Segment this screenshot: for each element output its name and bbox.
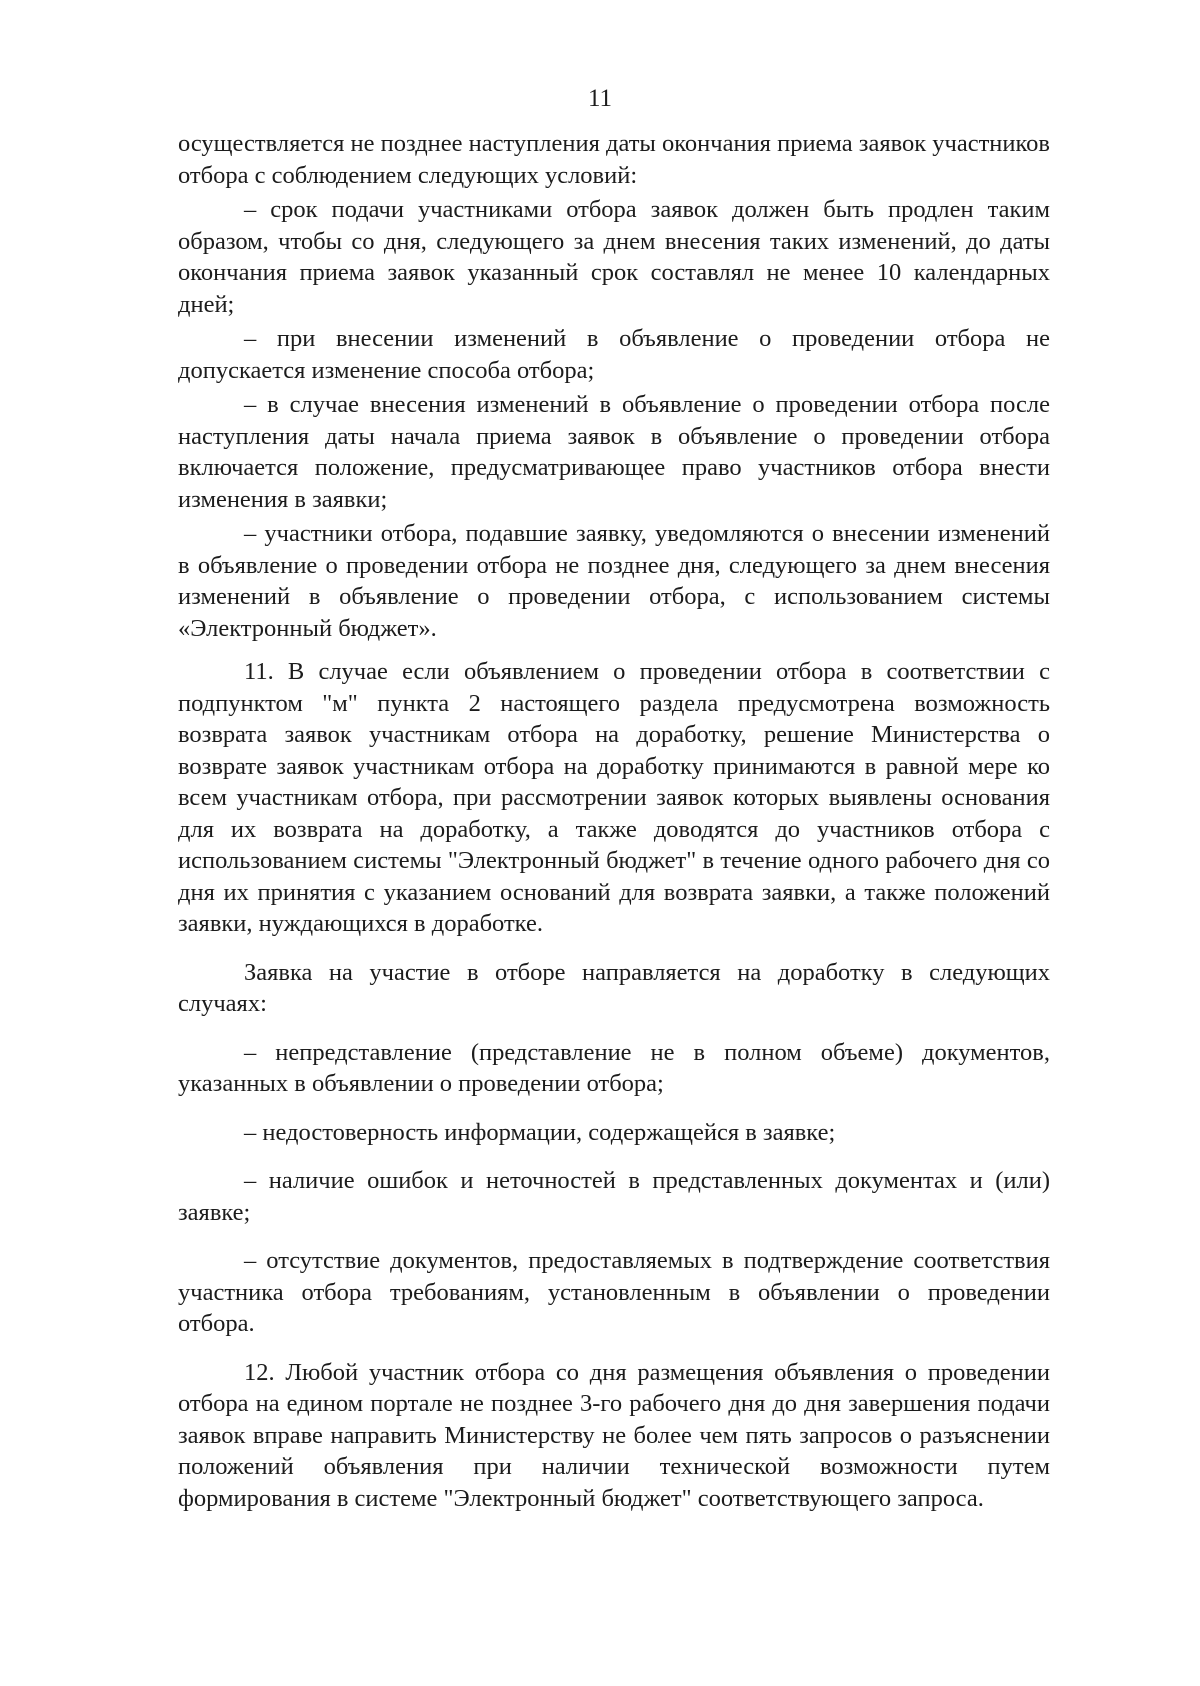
- list-item-absence-documents: – отсутствие документов, предоставляемых в подтверждение соответствия участника отбора требованиям, установленным в объявлении о проведении отбора.: [178, 1247, 1050, 1337]
- page-number: 11: [587, 85, 613, 112]
- list-item-method-change: – при внесении изменений в объявление о проведении отбора не допускается изменение способа отбора;: [178, 325, 1050, 384]
- list-item-notification: – участники отбора, подавшие заявку, уведомляются о внесении изменений в объявление о проведении отбора не позднее дня, следующего за днем внесения изменений в объявление о проведении отбора, с использованием системы «Электронный бюджет».: [178, 520, 1050, 642]
- list-item-deadline-extension: – срок подачи участниками отбора заявок должен быть продлен таким образом, чтобы со дня, следующего за днем внесения таких изменений, до даты окончания приема заявок указанный срок составлял не менее 10 календарных дней;: [178, 196, 1050, 318]
- list-item-errors: – наличие ошибок и неточностей в представленных документах и (или) заявке;: [178, 1167, 1050, 1226]
- list-item-missing-documents: – непредставление (представление не в полном объеме) документов, указанных в объявлении о проведении отбора;: [178, 1038, 1050, 1097]
- list-item-unreliable-info: – недостоверность информации, содержащейся в заявке;: [244, 1118, 836, 1146]
- clause-11: 11. В случае если объявлением о проведении отбора в соответствии с подпунктом "м" пункта 2 настоящего раздела предусмотрена возможность возврата заявок участникам отбора на доработку, решение Министерства о возврате заявок участникам отбора на доработку принимаются в равной мере ко всем участникам отбора, при рассмотрении заявок которых выявлены основания для их возврата на доработку, а также доводятся до участников отбора с использованием системы "Электронный бюджет" в течение одного рабочего дня со дня их принятия с указанием оснований для возврата заявки, а также положений заявки, нуждающихся в доработке.: [178, 658, 1050, 937]
- paragraph-return-cases: Заявка на участие в отборе направляется на доработку в следующих случаях:: [178, 958, 1050, 1017]
- list-item-amend-right: – в случае внесения изменений в объявление о проведении отбора после наступления даты начала приема заявок в объявление о проведении отбора включается положение, предусматривающее право участников отбора внести изменения в заявки;: [178, 391, 1050, 513]
- clause-12: 12. Любой участник отбора со дня размещения объявления о проведении отбора на едином портале не позднее 3-го рабочего дня до дня завершения подачи заявок вправе направить Министерству не более чем пять запросов о разъяснении положений объявления при наличии технической возможности путем формирования в системе "Электронный бюджет" соответствующего запроса.: [178, 1358, 1050, 1512]
- document-body: [178, 128, 1050, 1514]
- paragraph-continuation: осуществляется не позднее наступления даты окончания приема заявок участников отбора с соблюдением следующих условий:: [178, 130, 1050, 189]
